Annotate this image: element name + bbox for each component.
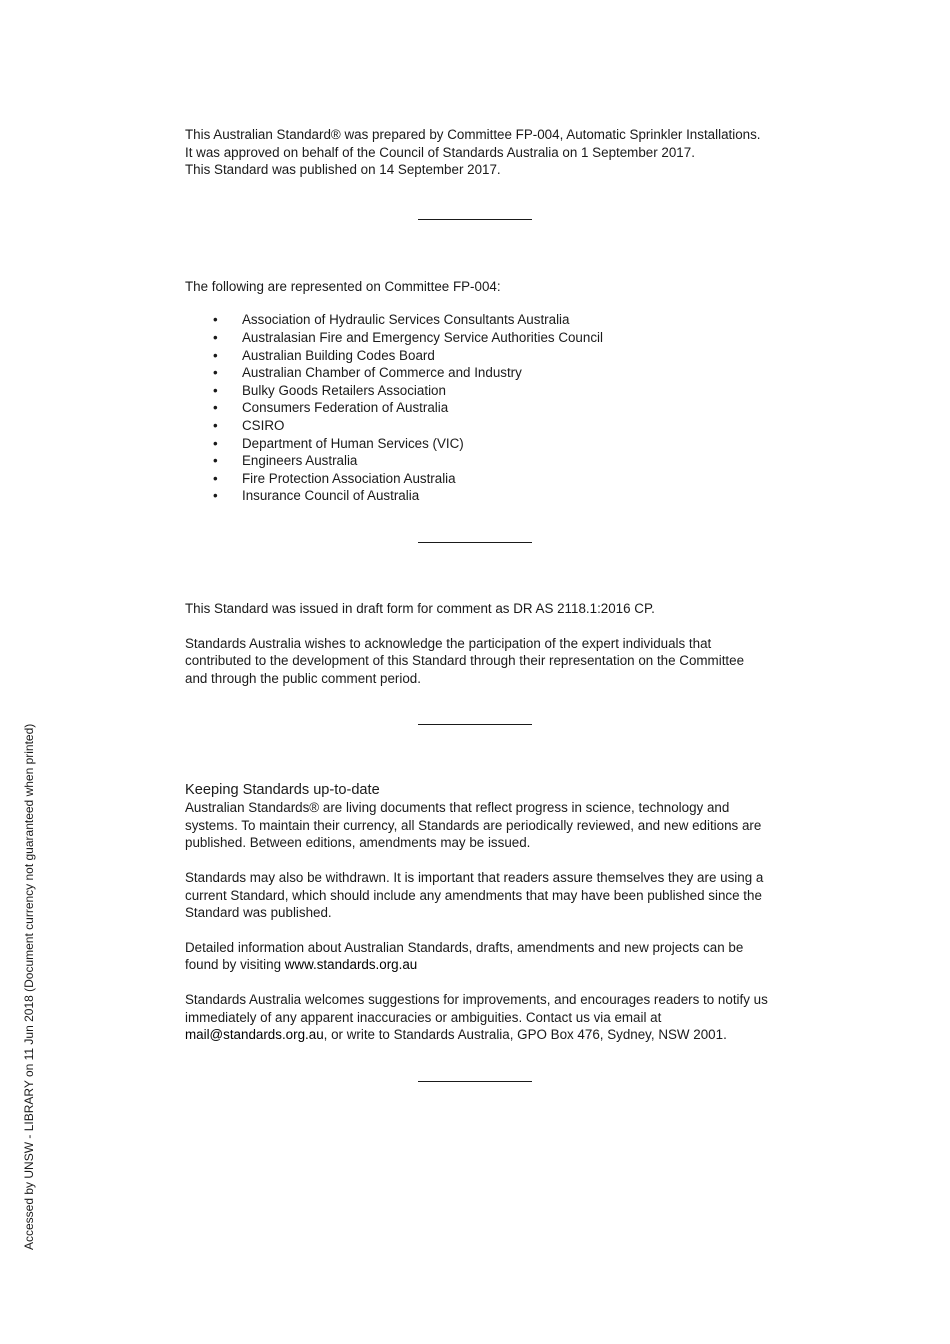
- document-body: [185, 126, 770, 1082]
- list-item: • CSIRO: [185, 417, 770, 435]
- website-link[interactable]: www.standards.org.au: [284, 957, 418, 973]
- list-item: • Australian Building Codes Board: [185, 347, 770, 365]
- list-item: • Association of Hydraulic Services Consultants Australia: [185, 311, 770, 329]
- access-watermark: Accessed by UNSW - LIBRARY on 11 Jun 2018 (Document currency not guaranteed when printed): [22, 723, 36, 1250]
- draft-issue-statement: This Standard was issued in draft form for comment as DR AS 2118.1:2016 CP.: [185, 600, 655, 616]
- withdrawn-paragraph: Standards may also be withdrawn. It is important that readers assure themselves they are using a current Standard, which should include any amendments that may have been published since the Standard was published.: [185, 870, 764, 921]
- list-item: • Insurance Council of Australia: [185, 487, 770, 505]
- detailed-info-text: Detailed information about Australian Standards, drafts, amendments and new projects can be found by visiting: [185, 939, 744, 973]
- publication-date-statement: This Standard was published on 14 September 2017.: [185, 162, 501, 178]
- section-divider: [418, 542, 532, 543]
- section-divider: [418, 219, 532, 220]
- list-item: • Australian Chamber of Commerce and Industry: [185, 364, 770, 382]
- preparation-statement: This Australian Standard® was prepared by Committee FP-004, Automatic Sprinkler Installations. It was approved on behalf of the Council of Standards Australia on 1 September 2017.: [185, 127, 761, 160]
- contact-address-text: , or write to Standards Australia, GPO Box 476, Sydney, NSW 2001.: [323, 1027, 727, 1043]
- list-item: • Department of Human Services (VIC): [185, 435, 770, 453]
- living-documents-paragraph: Australian Standards® are living documents that reflect progress in science, technology and systems. To maintain their currency, all Standards are periodically reviewed, and new editions are published. Between editions, amendments may be issued.: [185, 800, 762, 851]
- detailed-info-paragraph: [185, 939, 770, 974]
- committee-member-list: [185, 311, 770, 505]
- section-divider: [418, 724, 532, 725]
- committee-intro: The following are represented on Committee FP-004:: [185, 278, 501, 294]
- list-item: • Consumers Federation of Australia: [185, 399, 770, 417]
- list-item: • Engineers Australia: [185, 452, 770, 470]
- list-item: • Australasian Fire and Emergency Service Authorities Council: [185, 329, 770, 347]
- list-item: • Fire Protection Association Australia: [185, 470, 770, 488]
- contact-paragraph: [185, 991, 770, 1044]
- email-link[interactable]: mail@standards.org.au: [185, 1027, 324, 1043]
- acknowledgement-paragraph: Standards Australia wishes to acknowledge the participation of the expert individuals that contributed to the development of this Standard through their representation on the Committee and through the public comment period.: [185, 635, 745, 686]
- contact-text: Standards Australia welcomes suggestions for improvements, and encourages readers to notify us immediately of any apparent inaccuracies or ambiguities. Contact us via email at: [185, 992, 768, 1025]
- list-item: • Bulky Goods Retailers Association: [185, 382, 770, 400]
- section-divider: [418, 1081, 532, 1082]
- section-heading: Keeping Standards up-to-date: [185, 782, 380, 799]
